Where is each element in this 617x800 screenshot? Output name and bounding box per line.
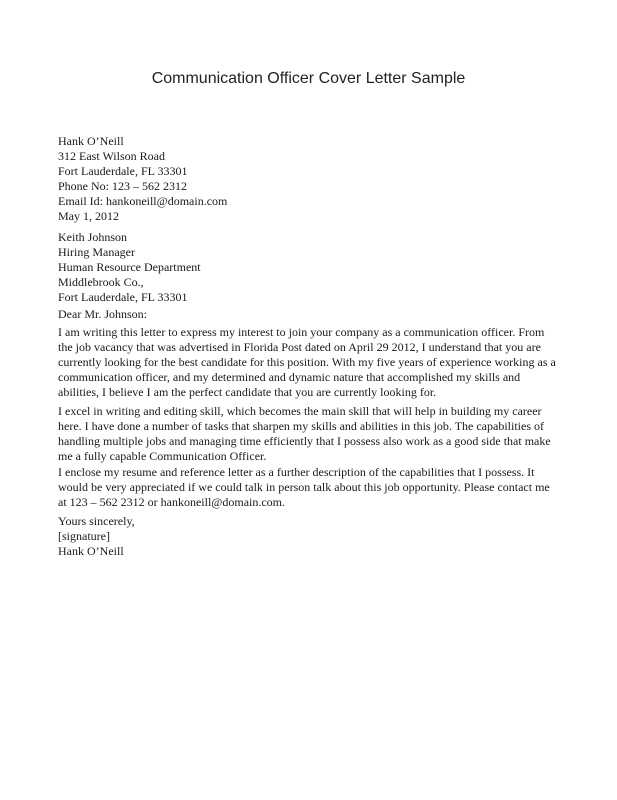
recipient-city: Fort Lauderdale, FL 33301 [58, 290, 188, 304]
paragraph-line: me a fully capable Communication Officer. [58, 449, 267, 463]
letter-date: May 1, 2012 [58, 209, 119, 223]
sender-street: 312 East Wilson Road [58, 149, 165, 163]
signature-placeholder: [signature] [58, 529, 110, 543]
paragraph-line: currently looking for the best candidate for this position. With my five years of experience working as a [58, 355, 556, 369]
recipient-department: Human Resource Department [58, 260, 201, 274]
sender-email: Email Id: hankoneill@domain.com [58, 194, 228, 208]
sender-name: Hank O’Neill [58, 134, 124, 148]
document-title: Communication Officer Cover Letter Sample [151, 70, 466, 87]
paragraph-line: handling multiple jobs and managing time efficiently that I possess also work as a good side that make [58, 434, 551, 448]
recipient-address [58, 230, 568, 305]
paragraph-line: I excel in writing and editing skill, which becomes the main skill that will help in building my career [58, 404, 542, 418]
paragraph-line: I am writing this letter to express my interest to join your company as a communication officer. From [58, 325, 545, 339]
paragraph-1 [58, 325, 563, 400]
paragraph-line: here. I have done a number of tasks that sharpen my skills and abilities in this job. The capabilities of [58, 419, 544, 433]
salutation: Dear Mr. Johnson: [58, 307, 147, 321]
paragraph-line: I enclose my resume and reference letter as a further description of the capabilities that I possess. It [58, 465, 535, 479]
closing-phrase: Yours sincerely, [58, 514, 135, 528]
recipient-title: Hiring Manager [58, 245, 135, 259]
paragraph-2 [58, 404, 563, 464]
paragraph-line: communication officer, and my determined and dynamic nature that accomplished my skills and [58, 370, 521, 384]
paragraph-line: would be very appreciated if we could talk in person talk about this job opportunity. Please contact me [58, 480, 550, 494]
paragraph-3 [58, 465, 563, 510]
sender-address [58, 134, 568, 209]
sender-phone: Phone No: 123 – 562 2312 [58, 179, 187, 193]
closing-block [58, 514, 568, 559]
paragraph-line: at 123 – 562 2312 or hankoneill@domain.com. [58, 495, 286, 509]
sender-city: Fort Lauderdale, FL 33301 [58, 164, 188, 178]
recipient-name: Keith Johnson [58, 230, 127, 244]
recipient-company: Middlebrook Co., [58, 275, 144, 289]
paragraph-line: abilities, I believe I am the perfect candidate that you are currently looking for. [58, 385, 437, 399]
paragraph-line: the job vacancy that was advertised in Florida Post dated on April 29 2012, I understand that you are [58, 340, 541, 354]
closing-name: Hank O’Neill [58, 544, 124, 558]
